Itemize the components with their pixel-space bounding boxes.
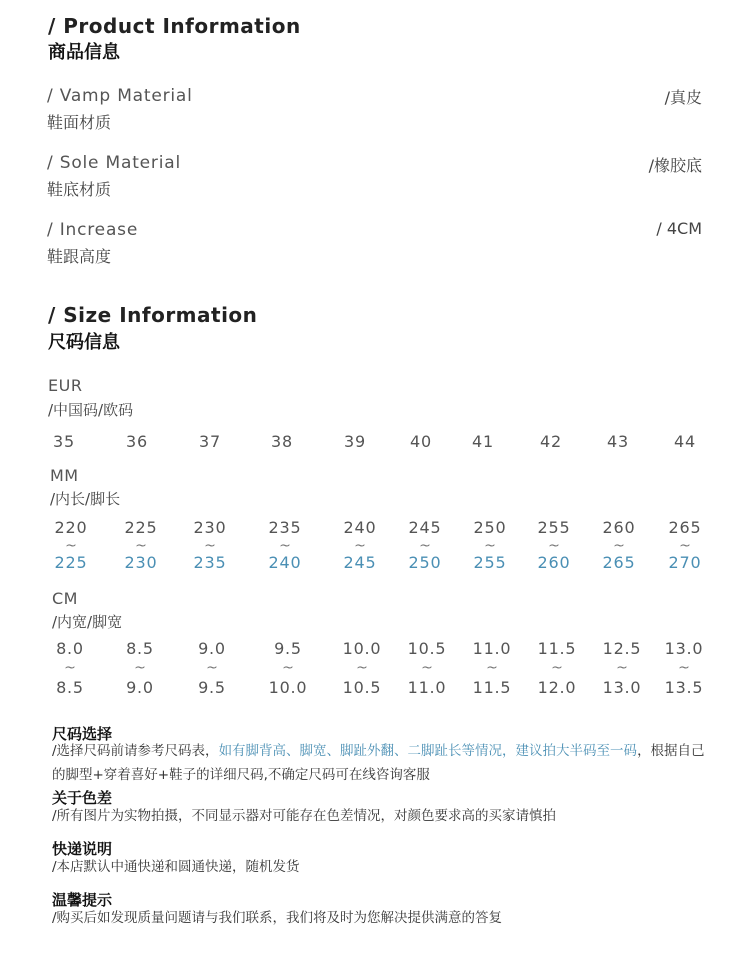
tilde-separator: ~: [204, 538, 216, 554]
cm-to-value: 11.5: [472, 678, 512, 697]
tilde-separator: ~: [486, 660, 498, 676]
sole-label-cn: 鞋底材质: [47, 180, 112, 199]
tilde-separator: ~: [279, 538, 291, 554]
note-tips-title: 温馨提示: [52, 891, 113, 909]
eur-size-value: 39: [344, 432, 366, 451]
tilde-separator: ~: [548, 538, 560, 554]
note-size-choice-text-2: ，根据自己的脚型+穿着喜好+鞋子的详细尺码,不确定尺码可在线咨询客服: [52, 743, 705, 783]
eur-size-value: 37: [199, 432, 221, 451]
mm-to-value: 265: [602, 553, 636, 572]
cm-to-value: 13.0: [602, 678, 642, 697]
mm-to-value: 270: [668, 553, 702, 572]
tilde-separator: ~: [613, 538, 625, 554]
tilde-separator: ~: [678, 660, 690, 676]
vamp-label-cn: 鞋面材质: [47, 113, 112, 132]
mm-unit-label: MM: [50, 466, 79, 485]
note-color-body: /所有图片为实物拍摄，不同显示器对可能存在色差情况，对颜色要求高的买家请慎拍: [52, 808, 557, 824]
cm-from-value: 8.0: [56, 639, 84, 658]
mm-to-value: 235: [193, 553, 227, 572]
mm-from-value: 235: [268, 518, 302, 537]
cm-to-value: 8.5: [56, 678, 84, 697]
tilde-separator: ~: [206, 660, 218, 676]
tilde-separator: ~: [616, 660, 628, 676]
note-size-choice-text-1: /选择尺码前请参考尺码表，: [52, 743, 219, 759]
eur-size-value: 42: [540, 432, 562, 451]
product-section-title-cn: 商品信息: [48, 42, 120, 63]
tilde-separator: ~: [282, 660, 294, 676]
eur-unit-label: EUR: [48, 376, 83, 395]
mm-from-value: 220: [54, 518, 88, 537]
cm-from-value: 11.0: [472, 639, 512, 658]
mm-to-value: 255: [473, 553, 507, 572]
eur-size-value: 36: [126, 432, 148, 451]
mm-to-value: 250: [408, 553, 442, 572]
cm-to-value: 9.5: [198, 678, 226, 697]
tilde-separator: ~: [134, 660, 146, 676]
note-shipping-title: 快递说明: [52, 840, 113, 858]
cm-to-value: 10.5: [342, 678, 382, 697]
note-color-title: 关于色差: [52, 789, 113, 807]
cm-to-value: 11.0: [407, 678, 447, 697]
mm-to-value: 260: [537, 553, 571, 572]
note-size-choice-highlight: 如有脚背高、脚宽、脚趾外翻、二脚趾长等情况，建议拍大半码至一码: [218, 743, 638, 759]
vamp-value: /真皮: [664, 88, 702, 107]
tilde-separator: ~: [551, 660, 563, 676]
mm-sub-label: /内长/脚长: [50, 490, 121, 508]
mm-from-value: 250: [473, 518, 507, 537]
vamp-label-en: / Vamp Material: [47, 86, 193, 106]
mm-to-value: 245: [343, 553, 377, 572]
mm-from-value: 255: [537, 518, 571, 537]
eur-size-value: 38: [271, 432, 293, 451]
increase-label-cn: 鞋跟高度: [47, 247, 112, 266]
tilde-separator: ~: [484, 538, 496, 554]
note-tips-body: /购买后如发现质量问题请与我们联系，我们将及时为您解决提供满意的答复: [52, 910, 503, 926]
mm-from-value: 225: [124, 518, 158, 537]
tilde-separator: ~: [354, 538, 366, 554]
cm-to-value: 10.0: [268, 678, 308, 697]
cm-from-value: 8.5: [126, 639, 154, 658]
product-section-title-en: / Product Information: [48, 14, 301, 38]
cm-from-value: 12.5: [602, 639, 642, 658]
cm-from-value: 11.5: [537, 639, 577, 658]
tilde-separator: ~: [135, 538, 147, 554]
size-section-title-en: / Size Information: [48, 303, 258, 327]
eur-size-value: 41: [472, 432, 494, 451]
eur-size-value: 40: [410, 432, 432, 451]
size-section-title-cn: 尺码信息: [48, 332, 120, 353]
cm-unit-label: CM: [52, 589, 78, 608]
cm-from-value: 9.0: [198, 639, 226, 658]
tilde-separator: ~: [419, 538, 431, 554]
cm-from-value: 13.0: [664, 639, 704, 658]
tilde-separator: ~: [64, 660, 76, 676]
tilde-separator: ~: [65, 538, 77, 554]
mm-to-value: 225: [54, 553, 88, 572]
sole-value: /橡胶底: [648, 156, 702, 175]
mm-to-value: 240: [268, 553, 302, 572]
mm-from-value: 230: [193, 518, 227, 537]
mm-from-value: 260: [602, 518, 636, 537]
note-size-choice-title: 尺码选择: [52, 725, 113, 743]
increase-value: / 4CM: [656, 219, 702, 238]
note-shipping-body: /本店默认中通快递和圆通快递，随机发货: [52, 859, 300, 875]
cm-sub-label: /内宽/脚宽: [52, 613, 123, 631]
note-size-choice-body: [52, 739, 712, 787]
mm-from-value: 240: [343, 518, 377, 537]
tilde-separator: ~: [356, 660, 368, 676]
eur-sub-label: /中国码/欧码: [48, 401, 134, 419]
increase-label-en: / Increase: [47, 220, 139, 240]
eur-size-value: 43: [607, 432, 629, 451]
sole-label-en: / Sole Material: [47, 153, 181, 173]
cm-from-value: 10.5: [407, 639, 447, 658]
mm-from-value: 245: [408, 518, 442, 537]
eur-size-value: 35: [53, 432, 75, 451]
cm-to-value: 13.5: [664, 678, 704, 697]
tilde-separator: ~: [421, 660, 433, 676]
mm-to-value: 230: [124, 553, 158, 572]
cm-to-value: 12.0: [537, 678, 577, 697]
cm-from-value: 10.0: [342, 639, 382, 658]
cm-to-value: 9.0: [126, 678, 154, 697]
eur-size-value: 44: [674, 432, 696, 451]
tilde-separator: ~: [679, 538, 691, 554]
cm-from-value: 9.5: [274, 639, 302, 658]
mm-from-value: 265: [668, 518, 702, 537]
